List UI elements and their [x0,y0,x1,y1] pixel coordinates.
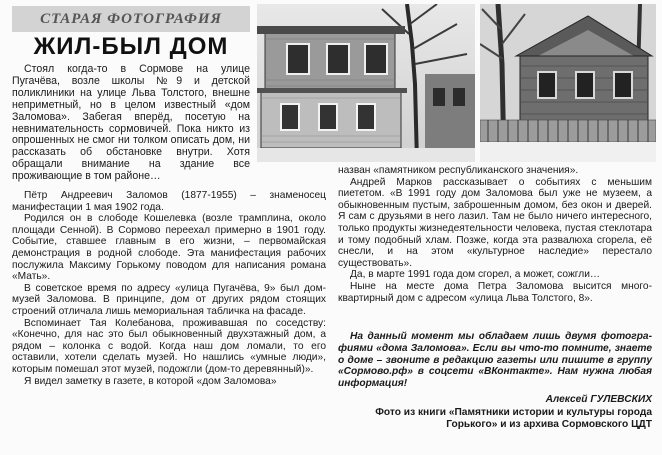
paragraph-today: Ныне на месте дома Петра Заломова высится многоквартирный дом с адресом «улица Льва Толстого, 8». [338,280,652,304]
photo-wooden-house [480,4,656,162]
headline: ЖИЛ-БЫЛ ДОМ [33,33,229,60]
article-column-right [338,165,652,304]
intro-paragraph [12,64,250,183]
paragraph-continuation: назван «памятником республиканского значения». [338,165,579,176]
paragraph-fire: Да, в марте 1991 года дом сгорел, а может, сожгли… [350,269,601,281]
intro-text: Стоял когда-то в Сормове на улице Пугачёва, возле школы №9 и детской поликлиники на улице Льва Толстого, внешне неприметный, но в целом известный «дом Заломова». Забегая вперёд, посетую на невнимательность сормовичей. Пока никто из опрошенных не смог ни толком описать дом, ни рассказать об обстановке внутри. Хотя обращали внимание на здание все проживающие в том районе… [12,63,250,183]
rubric-label: СТАРАЯ ФОТОГРАФИЯ [12,6,250,32]
author-byline: Алексей ГУЛЕВСКИХ [545,394,652,405]
paragraph-newspaper-note: Я видел заметку в газете, в которой «дом Заломова» [24,375,277,387]
paragraph-zalomov-bio: Пётр Андреевич Заломов (1877-1955) – знаменосец манифестации 1 мая 1902 года. [12,190,326,213]
photo-zalomov-house [257,4,475,162]
house-photo-2-image [480,4,656,162]
house-photo-1-image [257,4,475,162]
paragraph-house-museum: В советское время по адресу «улица Пугачёва, 9» был дом-музей Заломова. В принципе, дом от других рядом стоящих строений отличала лишь мемориальная табличка на фасаде. [12,282,326,317]
paragraph-recollection: Вспоминает Тая Колебанова, проживавшая по соседству: «Конечно, для нас это был обыкновенный двухэтажный дом, а рядом – колонка с водой. Когда наш дом ломали, то его оставили, хотели сделать музей. Но нашлись «умные люди», которым помешал этот музей, подожгли (дом-то деревянный)». [12,317,326,375]
paragraph-markov-story: Андрей Марков рассказывает о событиях с меньшим пиететом. «В 1991 году дом Заломова был уже не музеем, а обыкновенным пустым, заброшенным домом, без окон и дверей. Я сам с друзьями в него лазил. Там не было ничего интересного, только продукты жизнедеятельности человека, пустая стеклотара и тому подобный хлам. Позже, когда эта развалюха сгорела, её снесли, и на этом «культурное наследие» перестало существовать». [338,176,652,269]
article-column-left [12,190,326,387]
photo-credit: Фото из книги «Памятники истории и культуры города Горького» и из архива Сормовского ЦДТ [375,407,652,430]
paragraph-birthplace: Родился он в слободе Кошелевка (возле трамплина, около площади Сенной). В Сормово переехал примерно в 1901 году. Событие, ставшее главным в его жизни, – первомайская демонстрация в родной слободе. Эта манифестация рабочих послужила Максиму Горькому поводом для написания романа «Мать». [12,213,326,283]
reader-appeal: На данный момент мы обладаем лишь двумя фотографиями «дома Заломова». Если вы что-то помните, знаете о доме – звоните в редакцию газеты или пишите в группу «Сормово.рф» в соцсети «ВКонтакте». Нам нужна любая информация! [338,331,652,390]
